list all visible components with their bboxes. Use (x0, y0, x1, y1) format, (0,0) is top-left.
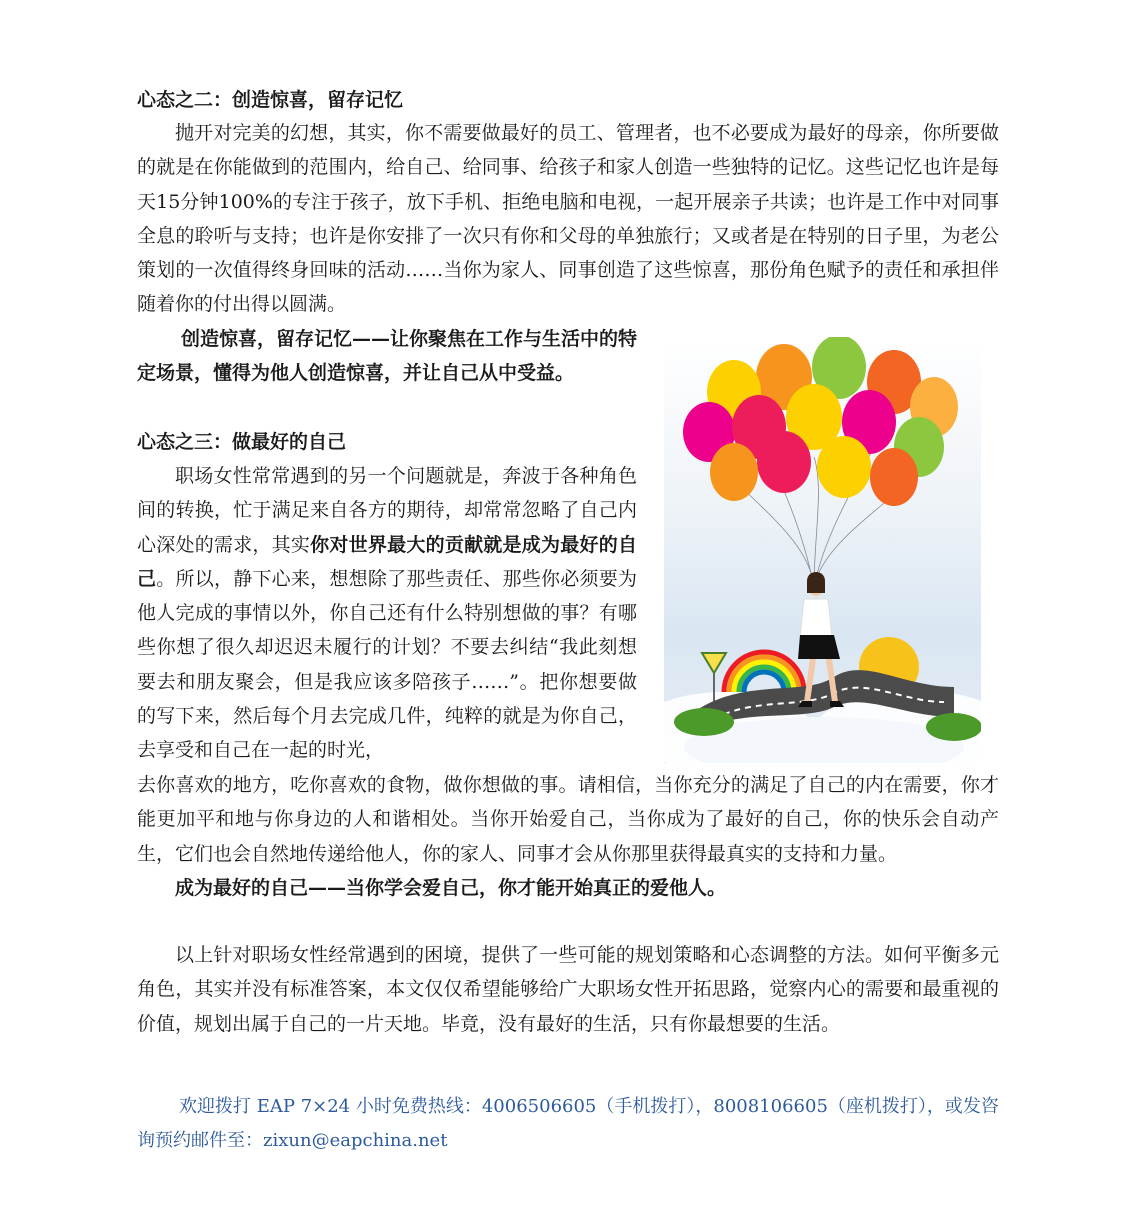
section3-summary: 成为最好的自己——当你学会爱自己，你才能开始真正的爱他人。 (175, 877, 727, 899)
section3-text-part2: 。所以，静下心来，想想除了那些责任、那些你必须要为他人完成的事情以外，你自己还有什么特别想做的事？有哪些你想了很久却迟迟未履行的计划？不要去纠结“我此刻想要去和朋友聚会，但是我应该多陪孩子……”。把你想要做的写下来，然后每个月去完成几件，纯粹的就是为你自己，去享受和自己在一起的时光， (137, 567, 637, 762)
conclusion-paragraph: 以上针对职场女性经常遇到的困境，提供了一些可能的规划策略和心态调整的方法。如何平衡多元角色，其实并没有标准答案，本文仅仅希望能够给广大职场女性开拓思路，觉察内心的需要和最重视的价值，规划出属于自己的一片天地。毕竟，没有最好的生活，只有你最想要的生活。 (137, 944, 999, 1035)
rainbow-icon (724, 652, 804, 692)
section3-text-part1: 职场女性常常遇到的另一个问题就是，奔波于各种角色间的转换，忙于满足来自各方的期待，却常常忽略了自己内心深处的需求，其实 (137, 465, 637, 556)
contact-info: 欢迎拨打 EAP 7×24 小时免费热线：4006506605（手机拨打），8008106605（座机拨打），或发咨询预约邮件至：zixun@eapchina.net (137, 1096, 999, 1151)
section2-heading: 心态之二：创造惊喜，留存记忆 (137, 89, 404, 111)
section2-summary: 创造惊喜，留存记忆——让你聚焦在工作与生活中的特定场景，懂得为他人创造惊喜，并让自己从中受益。 (137, 328, 638, 385)
section3-paragraph-wrapped (137, 459, 637, 768)
balloon-cluster (683, 337, 958, 506)
section2-paragraph: 抛开对完美的幻想，其实，你不需要做最好的员工、管理者，也不必要成为最好的母亲，你所要做的就是在你能做到的范围内，给自己、给同事、给孩子和家人创造一些独特的记忆。这些记忆也许是每天15分钟100%的专注于孩子，放下手机、拒绝电脑和电视，一起开展亲子共读；也许是工作中对同事全息的聆听与支持；也许是你安排了一次只有你和父母的单独旅行；又或者是在特别的日子里，为老公策划的一次值得终身回味的活动……当你为家人、同事创造了这些惊喜，那份角色赋予的责任和承担伴随着你的付出得以圆满。 (137, 122, 999, 316)
balloons-illustration (664, 337, 981, 763)
section3-paragraph-full: 去你喜欢的地方，吃你喜欢的食物，做你想做的事。请相信，当你充分的满足了自己的内在需要，你才能更加平和地与你身边的人和谐相处。当你开始爱自己，当你成为了最好的自己，你的快乐会自动产生，它们也会自然地传递给他人，你的家人、同事才会从你那里获得最真实的支持和力量。 (137, 774, 999, 865)
yield-sign-icon (702, 653, 726, 673)
balloons-illustration-svg (664, 337, 981, 763)
section3-bold-phrase: 你对世界最大的贡献就是成为最好的自己 (137, 533, 637, 590)
section3-heading: 心态之三：做最好的自己 (137, 431, 347, 453)
